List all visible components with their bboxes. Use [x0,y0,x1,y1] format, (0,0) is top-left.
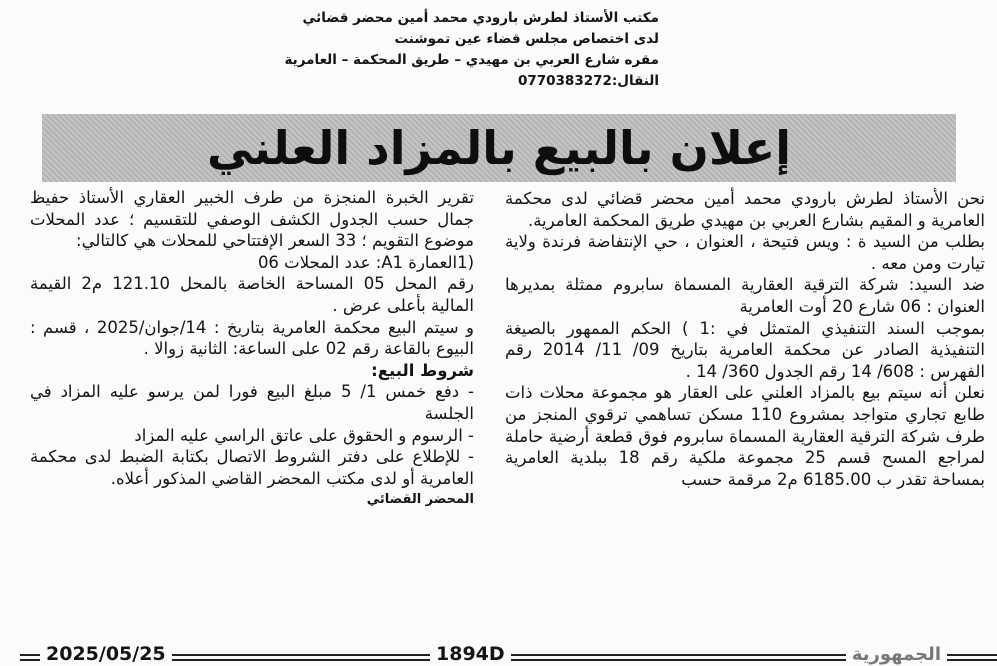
shop-details: رقم المحل 05 المساحة الخاصة بالمحل 121.10 م2 القيمة المالية بأعلى عرض . [30,274,474,315]
property-description: نعلن أنه سيتم بيع بالمزاد العلني على العقار هو مجموعة محلات ذات طابع تجاري متواجد بمشروع 110 مسكن تساهمي ترقوي المنجز من طرف شركة الترقية العقارية المسماة سابروم فوق قطعة أرضية حاملة لمراجع المسح قسم 25 مجموعة ملكية رقم 18 ببلدية العامرية بمساحة تقدر ب 6185.00 م2 مرقمة حسب [505,383,985,489]
announcement-title: إعلان بالبيع بالمزاد العلني [207,121,791,175]
title-banner [42,114,956,182]
building-line: (1العمارة A1: عدد المحلات 06 [257,252,474,272]
sale-date-paragraph: و سيتم البيع محكمة العامرية بتاريخ : 14/جوان/2025 ، قسم : البيوع بالقاعة رقم 02 على الساعة: الثانية زوالا . [30,317,474,359]
newspaper-logo: الجمهورية [846,643,947,666]
office-jurisdiction: لدى اختصاص مجلس قضاء عين تموشنت [394,31,659,47]
page-footer [0,643,997,666]
requester-paragraph: بطلب من السيد ة : ويس فتيحة ، العنوان ، حي الإنتفاضة فرندة ولاية تيارت ومن معه . [505,232,985,273]
defendant-paragraph: ضد السيد: شركة الترقية العقارية المسماة سابروم ممثلة بمديرها العنوان : 06 شارع 20 أوت العامرية [505,275,985,316]
office-phone: النقال:0770383272 [517,73,659,89]
left-column [30,187,474,511]
condition-item: - الرسوم و الحقوق على عاتق الراسي عليه المزاد [134,425,474,445]
bailiff-intro: نحن الأستاذ لطرش بارودي محمد أمين محضر قضائي لدى محكمة العامرية و المقيم بشارع العربي بن مهيدي طريق المحكمة العامرية. [505,189,985,230]
signature: المحضر القضائي [366,492,474,508]
enforcement-title-paragraph: بموجب السند التنفيذي المتمثل في :1 ) الحكم الممهور بالصيغة التنفيذية الصادر عن محكمة العامرية بتاريخ 09/ 11/ 2014 رقم الفهرس : 608/ 14 رقم الجدول 360/ 14 . [505,318,985,381]
office-header [284,8,659,92]
footer-date: 2025/05/25 [40,643,172,666]
conditions-heading: شروط البيع: [371,360,474,380]
office-address: مقره شارع العربي بن مهيدي – طريق المحكمة – العامرية [284,52,659,68]
footer-code: 1894D [430,643,511,666]
office-name: مكتب الأستاذ لطرش بارودي محمد أمين محضر قضائي [302,10,659,26]
condition-item: - للإطلاع على دفتر الشروط الاتصال بكتابة الضبط لدى محكمة العامرية أو لدى مكتب المحضر القاضي المذكور أعلاه. [30,447,474,488]
expertise-paragraph: تقرير الخبرة المنجزة من طرف الخبير العقاري الأستاذ حفيظ جمال حسب الجدول الكشف الوصفي للتقسيم ؛ عدد المحلات موضوع التقويم ؛ 33 السعر الإفتتاحي للمحلات هي كالتالي: [30,188,474,251]
condition-item: - دفع خمس 1/ 5 مبلغ البيع فورا لمن يرسو عليه المزاد في الجلسة [30,382,475,423]
right-column [505,188,985,490]
